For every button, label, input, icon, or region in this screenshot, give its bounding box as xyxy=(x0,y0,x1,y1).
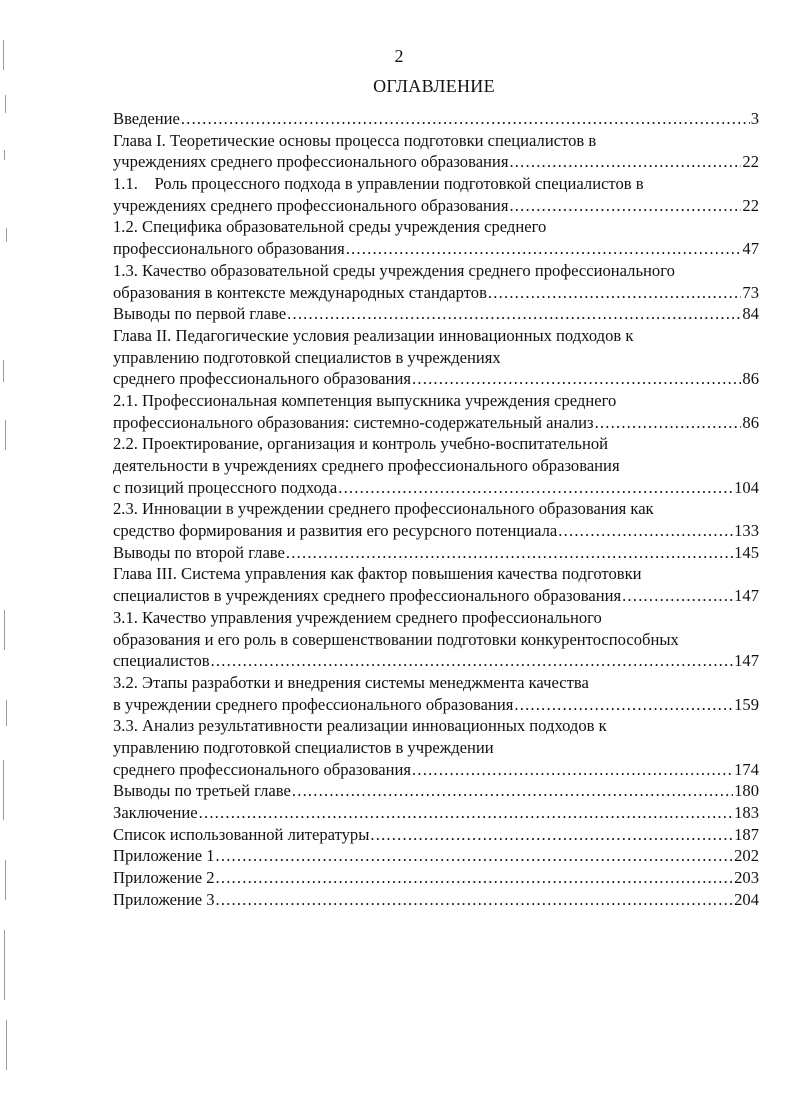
toc-entry-last-line xyxy=(113,542,759,564)
toc-entry-last-line xyxy=(113,151,759,173)
toc-entry-title: Приложение 1 xyxy=(113,846,215,866)
toc-page-number: 147 xyxy=(734,586,759,606)
toc-entry-last-line xyxy=(113,867,759,889)
dot-leader xyxy=(509,151,741,173)
dot-leader xyxy=(211,650,734,672)
toc-entry-last-line xyxy=(113,108,759,130)
toc-page-number: 86 xyxy=(742,412,759,432)
toc-entry[interactable] xyxy=(113,780,759,802)
toc-entry-title: Приложение 2 xyxy=(113,868,215,888)
toc-entry-line: управлению подготовкой специалистов в учреждениях xyxy=(113,347,501,367)
toc-entry-last-line xyxy=(113,780,759,802)
toc-entry[interactable] xyxy=(113,802,759,824)
toc-entry-line: Глава III. Система управления как фактор повышения качества подготовки xyxy=(113,564,642,584)
toc-entry-line: деятельности в учреждениях среднего профессионального образования xyxy=(113,456,620,475)
toc-entry-last-line xyxy=(113,889,759,911)
dot-leader xyxy=(286,542,733,564)
dot-leader xyxy=(287,303,741,325)
dot-leader xyxy=(199,802,733,824)
toc-page-number: 183 xyxy=(734,803,759,822)
toc-entry-last-line xyxy=(113,520,759,542)
toc-entry-last-line xyxy=(113,585,759,607)
toc-entry-line: 3.1. Качество управления учреждением среднего профессионального xyxy=(113,607,602,627)
toc-entry-last-line xyxy=(113,238,759,260)
toc-entry[interactable] xyxy=(113,715,759,780)
toc-entry-last-line xyxy=(113,303,759,325)
toc-entry[interactable] xyxy=(113,130,759,173)
table-of-contents xyxy=(113,108,759,910)
toc-entry-line: Глава I. Теоретические основы процесса подготовки специалистов в xyxy=(113,130,597,150)
toc-entry-title: среднего профессионального образования xyxy=(113,759,412,779)
toc-entry-last-line xyxy=(113,282,759,304)
toc-entry[interactable] xyxy=(113,845,759,867)
toc-page-number: 204 xyxy=(734,889,759,909)
toc-entry-title: Список использованной литературы xyxy=(113,824,370,844)
toc-entry-last-line xyxy=(113,412,759,434)
toc-entry-line: 2.3. Инновации в учреждении среднего профессионального образования как xyxy=(113,499,654,519)
toc-entry[interactable] xyxy=(113,260,759,303)
toc-entry-line: образования и его роль в совершенствовании подготовки конкурентоспособных xyxy=(113,629,679,649)
toc-entry-title: специалистов xyxy=(113,651,210,671)
toc-entry-line: управлению подготовкой специалистов в учреждении xyxy=(113,737,494,757)
scan-edge-noise xyxy=(0,0,14,1104)
toc-entry-line: 1.2. Специфика образовательной среды учреждения среднего xyxy=(113,217,547,237)
toc-page-number: 180 xyxy=(734,781,759,801)
toc-heading: ОГЛАВЛЕНИЕ xyxy=(373,76,495,96)
toc-page-number: 22 xyxy=(742,195,759,215)
toc-page-number: 47 xyxy=(742,239,759,259)
toc-entry-title: учреждениях среднего профессионального образования xyxy=(113,195,509,215)
toc-entry-line: 2.1. Профессиональная компетенция выпускника учреждения среднего xyxy=(113,390,617,410)
dot-leader xyxy=(514,694,733,716)
toc-entry-last-line xyxy=(113,195,759,217)
dot-leader xyxy=(558,520,733,542)
dot-leader xyxy=(595,412,742,434)
toc-page-number: 84 xyxy=(742,304,759,324)
dot-leader xyxy=(181,108,750,130)
toc-entry[interactable] xyxy=(113,672,759,715)
toc-page-number: 159 xyxy=(734,694,759,714)
toc-entry-title: учреждениях среднего профессионального образования xyxy=(113,152,509,172)
dot-leader xyxy=(488,282,741,304)
toc-entry-title: Заключение xyxy=(113,803,198,822)
toc-page-number: 22 xyxy=(742,152,759,172)
toc-entry[interactable] xyxy=(113,824,759,846)
toc-entry-line: Глава II. Педагогические условия реализации инновационных подходов к xyxy=(113,325,634,345)
toc-entry-title: Введение xyxy=(113,109,180,128)
toc-entry-title: Выводы по третьей главе xyxy=(113,781,291,801)
dot-leader xyxy=(292,780,733,802)
toc-entry-last-line xyxy=(113,759,759,781)
toc-entry[interactable] xyxy=(113,303,759,325)
dot-leader xyxy=(412,759,733,781)
toc-entry[interactable] xyxy=(113,325,759,390)
toc-entry-line: 3.3. Анализ результативности реализации инновационных подходов к xyxy=(113,716,607,736)
toc-entry[interactable] xyxy=(113,433,759,498)
toc-entry-line: 1.3. Качество образовательной среды учреждения среднего профессионального xyxy=(113,260,675,280)
dot-leader xyxy=(338,477,733,499)
page-number: 2 xyxy=(394,46,404,66)
toc-entry-title: в учреждении среднего профессионального образования xyxy=(113,694,514,714)
toc-entry-title: профессионального образования xyxy=(113,239,345,259)
toc-entry-title: Приложение 3 xyxy=(113,889,215,909)
toc-entry-last-line xyxy=(113,802,759,824)
toc-entry-last-line xyxy=(113,845,759,867)
toc-entry-last-line xyxy=(113,824,759,846)
toc-entry-title: среднего профессионального образования xyxy=(113,369,412,389)
toc-page-number: 133 xyxy=(734,521,759,541)
toc-entry[interactable] xyxy=(113,173,759,216)
toc-page-number: 3 xyxy=(750,109,759,128)
toc-entry[interactable] xyxy=(113,542,759,564)
toc-entry-title: с позиций процессного подхода xyxy=(113,477,338,497)
toc-entry-title: профессионального образования: системно-содержательный анализ xyxy=(113,412,594,432)
toc-entry-last-line xyxy=(113,650,759,672)
toc-page-number: 86 xyxy=(742,369,759,389)
toc-entry-last-line xyxy=(113,694,759,716)
toc-entry[interactable] xyxy=(113,889,759,911)
dot-leader xyxy=(509,195,741,217)
dot-leader xyxy=(216,845,734,867)
toc-entry[interactable] xyxy=(113,108,759,130)
dot-leader xyxy=(216,867,734,889)
dot-leader xyxy=(412,368,741,390)
toc-entry[interactable] xyxy=(113,563,759,606)
toc-entry-line: 2.2. Проектирование, организация и контроль учебно-воспитательной xyxy=(113,434,609,454)
toc-page-number: 147 xyxy=(734,651,759,671)
toc-entry-title: Выводы по второй главе xyxy=(113,542,285,562)
dot-leader xyxy=(622,585,733,607)
dot-leader xyxy=(346,238,742,260)
toc-entry[interactable] xyxy=(113,498,759,541)
toc-page-number: 203 xyxy=(734,868,759,888)
dot-leader xyxy=(216,889,734,911)
toc-entry-last-line xyxy=(113,477,759,499)
toc-page-number: 104 xyxy=(734,477,759,497)
toc-page-number: 73 xyxy=(742,282,759,302)
toc-page-number: 174 xyxy=(734,759,759,779)
toc-entry-last-line xyxy=(113,368,759,390)
dot-leader xyxy=(370,824,733,846)
toc-entry[interactable] xyxy=(113,867,759,889)
toc-page-number: 145 xyxy=(734,542,759,562)
toc-entry[interactable] xyxy=(113,216,759,259)
toc-entry-title: образования в контексте международных стандартов xyxy=(113,282,487,302)
toc-entry[interactable] xyxy=(113,390,759,433)
toc-entry-title: средство формирования и развития его ресурсного потенциала xyxy=(113,521,558,541)
toc-entry-title: специалистов в учреждениях среднего профессионального образования xyxy=(113,586,622,606)
toc-entry-title: Выводы по первой главе xyxy=(113,304,287,324)
toc-page-number: 202 xyxy=(734,846,759,866)
toc-entry[interactable] xyxy=(113,607,759,672)
toc-entry-line: 3.2. Этапы разработки и внедрения системы менеджмента качества xyxy=(113,672,589,692)
toc-page-number: 187 xyxy=(734,824,759,844)
toc-entry-line: 1.1. Роль процессного подхода в управлении подготовкой специалистов в xyxy=(113,174,644,194)
